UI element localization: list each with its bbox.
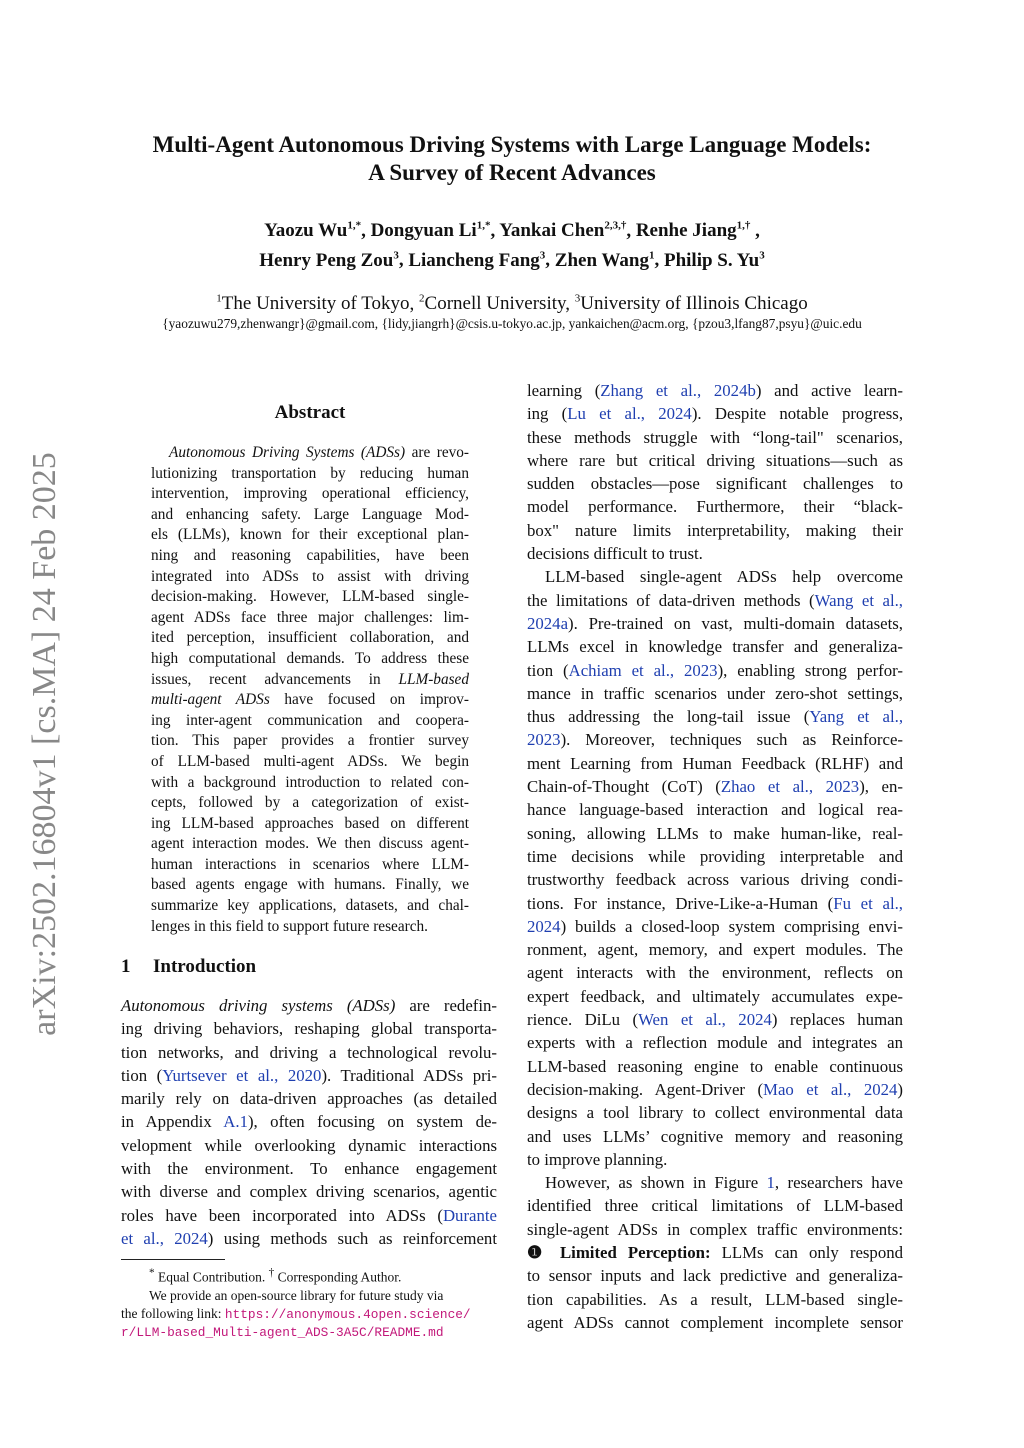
text: ing inter-agent communication and coopera- [151, 711, 469, 729]
paragraph [151, 443, 469, 937]
abstract-heading: Abstract [274, 402, 346, 423]
text-line [527, 728, 903, 751]
text: roles have been incorporated into ADSs ( [121, 1205, 443, 1225]
text-line [527, 961, 903, 984]
text: to sensor inputs and lack predictive and generaliza- [527, 1266, 903, 1286]
text-line [527, 705, 903, 728]
author-affiliation-mark: 1,* [476, 220, 491, 232]
text: high computational demands. To address these [151, 649, 469, 667]
text-line [151, 752, 469, 773]
text-line [527, 1031, 903, 1054]
citation-link[interactable]: Yang et al., [809, 707, 904, 727]
footnote-text: Corresponding Author. [277, 1269, 402, 1285]
text: where rare but critical driving situations—such as [527, 450, 903, 470]
author [555, 250, 655, 271]
citation-link[interactable]: Zhang et al., 2024b [600, 381, 756, 400]
footnote-text: the following link: [121, 1305, 225, 1321]
text: LLMs can only respond [710, 1242, 903, 1262]
text: box" nature limits interpretability, making their [527, 520, 903, 540]
section-title: Introduction [153, 956, 257, 977]
text: ing driving behaviors, reshaping global transporta- [121, 1019, 497, 1039]
text: identified three critical limitations of LLM-based [527, 1196, 903, 1216]
text: lenges in this field to support future research. [151, 917, 428, 935]
title-line: Multi-Agent Autonomous Driving Systems with Large Language Models: [152, 132, 872, 157]
text-line [121, 1041, 497, 1064]
text: velopment while overlooking dynamic interactions [121, 1135, 497, 1155]
text-line [527, 868, 903, 891]
text: ronment, agent, memory, and expert modules. The [527, 940, 903, 960]
footnote [121, 1264, 499, 1342]
text-line [527, 379, 903, 402]
introduction-body [121, 994, 497, 1250]
text: model performance. Furthermore, their “black- [527, 497, 903, 517]
text: ) [897, 1079, 903, 1099]
text: these methods struggle with “long-tail" scenarios, [527, 427, 903, 447]
text: soning, allowing LLMs to make human-like, real- [527, 823, 903, 843]
text: lutionizing transportation by reducing human [151, 464, 469, 482]
text: tion ( [527, 660, 569, 680]
text-line [527, 449, 903, 472]
citation-link[interactable]: Lu et al., 2024 [567, 404, 692, 424]
text: thus addressing the long-tail issue ( [527, 707, 810, 727]
text: ) replaces human [771, 1010, 903, 1030]
citation-link[interactable]: Wang et al., [814, 590, 903, 610]
citation-link[interactable]: A.1 [223, 1112, 248, 1132]
text: with a background introduction to related con- [151, 773, 469, 791]
citation-link[interactable]: 2024 [527, 916, 561, 936]
text: sudden obstacles—pose significant challenges to [527, 474, 903, 494]
text: time decisions while providing interpretable and [527, 846, 903, 866]
text: experts with a reflection module and integrates an [527, 1033, 903, 1053]
text-line [151, 464, 469, 485]
footnote-rule [121, 1259, 225, 1260]
author-affiliation-mark: 1,† [736, 220, 751, 232]
text-line [527, 542, 903, 565]
text: trustworthy feedback across various driving condi- [527, 870, 903, 890]
text-line [527, 1241, 903, 1264]
author [499, 220, 626, 241]
text-line [121, 1064, 497, 1087]
text: summarize key applications, datasets, and chal- [151, 897, 469, 915]
author [408, 250, 545, 271]
text-line [527, 1288, 903, 1311]
text: of LLM-based multi-agent ADSs. We begin [151, 752, 469, 770]
text-line [151, 608, 469, 629]
text: Chain-of-Thought (CoT) ( [527, 777, 721, 797]
text: tion capabilities. As a result, LLM-based single- [527, 1289, 903, 1309]
footnote-dagger: † [268, 1267, 275, 1279]
affiliation [216, 293, 409, 314]
text: tion networks, and driving a technological revolu- [121, 1042, 497, 1062]
citation-link[interactable]: 1 [766, 1173, 775, 1193]
text: ). Pre-trained on vast, multi-domain datasets, [568, 613, 903, 633]
text-line [151, 875, 469, 896]
text-line [527, 985, 903, 1008]
text: LLM-based reasoning engine to enable continuous [527, 1056, 903, 1076]
author-name: Yankai Chen [499, 220, 605, 242]
text: intervention, improving operational efficiency, [151, 485, 469, 503]
affiliation-mark: 2 [419, 293, 425, 305]
italic-text: LLM-based [398, 670, 469, 688]
text-line [527, 426, 903, 449]
affiliation [575, 293, 808, 314]
text-line [151, 834, 469, 855]
text-line [527, 519, 903, 542]
text: ). Despite notable progress, [691, 404, 904, 424]
affiliations: $^1$The University of Tokyo, $^2$Cornell University, $^3$University of Illinois Chicago [216, 293, 808, 315]
text-line [121, 1227, 497, 1250]
text: in Appendix [121, 1112, 224, 1132]
text: marily rely on data-driven approaches (as detailed [121, 1089, 497, 1109]
citation-link[interactable]: Mao et al., 2024 [763, 1079, 898, 1099]
affiliation-name: The University of Tokyo [221, 293, 410, 315]
citation-link[interactable]: Zhao et al., 2023 [720, 777, 860, 797]
text: with the environment. To enhance engagement [121, 1159, 497, 1179]
text-line [151, 628, 469, 649]
author-affiliation-mark: 1 [648, 249, 655, 262]
text: decision-making. Agent-Driver ( [527, 1079, 764, 1099]
text: els (LLMs), known for their exceptional plan- [151, 526, 469, 544]
text: hance language-based interaction and logical rea- [527, 800, 903, 820]
text-line [121, 1157, 497, 1180]
text-line [527, 1171, 903, 1194]
author-affiliation-mark: 1,* [347, 220, 362, 232]
text-line [527, 682, 903, 705]
text: ) and active learn- [755, 381, 903, 400]
text: have focused on improv- [269, 691, 469, 709]
text-line [151, 731, 469, 752]
text-line [527, 612, 903, 635]
citation-link[interactable]: Durante [442, 1205, 497, 1225]
affiliation-name: University of Illinois Chicago [580, 293, 808, 315]
text: ing ( [527, 404, 568, 424]
text: decisions difficult to trust. [527, 544, 703, 564]
italic-text: Autonomous driving systems (ADSs) [121, 996, 396, 1015]
repository-link[interactable]: r/LLM-based_Multi-agent_ADS-3A5C/README.md [121, 1324, 444, 1340]
text-line [151, 814, 469, 835]
author [259, 250, 399, 271]
text-line [527, 1008, 903, 1031]
paper-title [0, 131, 1024, 187]
text-line [527, 1101, 903, 1124]
citation-link[interactable]: et al., 2024 [121, 1228, 208, 1248]
text-line [527, 1218, 903, 1241]
text: human interactions in scenarios where LLM- [151, 855, 469, 873]
text: , researchers have [774, 1173, 903, 1193]
footnote-contribution [121, 1264, 499, 1287]
text-line [527, 775, 903, 798]
text-line [527, 752, 903, 775]
text: ) builds a closed-loop system comprising envi- [560, 916, 903, 936]
text-line [151, 711, 469, 732]
author-name: Philip S. Yu [663, 249, 760, 271]
text: expert feedback, and ultimately accumulates expe- [527, 986, 903, 1006]
author-name: Henry Peng Zou [259, 249, 394, 271]
text-line [527, 1264, 903, 1287]
text-line [527, 402, 903, 425]
text: with diverse and complex driving scenarios, agentic [121, 1182, 497, 1202]
text: ), en- [859, 777, 903, 797]
text: rience. DiLu ( [527, 1010, 639, 1030]
text: are redefin- [395, 996, 497, 1015]
text-line [527, 659, 903, 682]
text-line [151, 443, 469, 464]
right-column-body [527, 379, 903, 1334]
bold-text: ❶ Limited Perception: [527, 1242, 711, 1262]
text-line [527, 938, 903, 961]
text-line [151, 690, 469, 711]
author-name: Dongyuan Li [370, 220, 477, 242]
text: LLMs excel in knowledge transfer and generaliza- [527, 637, 903, 657]
text: integrated into ADSs to assist with driving [151, 567, 469, 585]
section-number: 1 [121, 956, 131, 977]
text-line [527, 589, 903, 612]
citation-link[interactable]: Fu et al., [833, 893, 903, 913]
footnote-text: We provide an open-source library for future study via [149, 1287, 444, 1303]
text-line [121, 1110, 497, 1133]
text: are revo- [405, 444, 469, 461]
text-line [121, 1087, 497, 1110]
text-line [151, 505, 469, 526]
author [264, 220, 361, 241]
text-line [527, 472, 903, 495]
text: and enhancing safety. Large Language Mod- [151, 505, 469, 523]
text-line [527, 1148, 903, 1171]
text: and uses LLMs’ cognitive memory and reasoning [527, 1126, 903, 1146]
text-line [121, 1204, 497, 1227]
text-line [151, 896, 469, 917]
author [636, 220, 751, 241]
text-line [527, 565, 903, 588]
text-line [527, 892, 903, 915]
paragraph [527, 1171, 903, 1334]
text-line [121, 994, 497, 1017]
affiliation-mark: 1 [216, 293, 222, 305]
text: agent interacts with the environment, reflects on [527, 963, 903, 983]
text-line [527, 495, 903, 518]
text: ). Moreover, techniques such as Reinforce- [560, 730, 903, 750]
text-line [151, 525, 469, 546]
text: LLM-based single-agent ADSs help overcome [545, 567, 903, 587]
author-name: Yaozu Wu [264, 220, 348, 242]
text: based agents engage with humans. Finally, we [151, 876, 469, 894]
text: However, as shown in Figure [545, 1173, 767, 1193]
text-line [121, 1134, 497, 1157]
citation-link[interactable]: 2024a [527, 613, 569, 633]
text: cepts, followed by a categorization of exist- [151, 794, 469, 812]
author-name: Liancheng Fang [408, 249, 540, 271]
text: ), often focusing on system de- [247, 1112, 497, 1132]
title-line: A Survey of Recent Advances [368, 160, 656, 185]
italic-text: Autonomous Driving Systems (ADSs) [169, 444, 406, 461]
author-list: Yaozu $Wu^{1,*}$, Dongyuan $Li^{1,*}$, Yankai Chen$^{2,3,\dagger}$, Renhe Jiang$^{1,\dagger}$ , Henry Peng Zou$^3$, Liancheng Fang$^3$, Zhen Wang$^1$, Philip S. Yu$^3$ [259, 220, 765, 271]
text-line [527, 1078, 903, 1101]
text-line [527, 915, 903, 938]
text: designs a tool library to collect environmental data [527, 1103, 903, 1123]
italic-text: multi-agent ADSs [151, 691, 270, 709]
author-emails: {yaozuwu279,zhenwangr}@gmail.com, {lidy,jiangrh}@csis.u-tokyo.ac.jp, yankaichen@acm.org, {pzou3,lfang87,psyu}@uic.edu [162, 316, 862, 331]
text: ), enabling strong perfor- [717, 660, 903, 680]
text: tion. This paper provides a frontier survey [151, 732, 469, 750]
author-affiliation-mark: 3 [539, 249, 546, 262]
text-line [151, 793, 469, 814]
text-line [527, 845, 903, 868]
text-line [151, 649, 469, 670]
text: ning and reasoning capabilities, have been [151, 546, 469, 564]
author-name: Zhen Wang [554, 249, 649, 271]
text: to improve planning. [527, 1149, 668, 1169]
paragraph [121, 994, 497, 1250]
text-line [151, 917, 469, 938]
text: learning ( [527, 381, 601, 400]
author [664, 250, 765, 271]
text: ited perception, insufficient collaboration, and [151, 629, 469, 647]
text: tion ( [121, 1065, 163, 1085]
text-line [527, 1311, 903, 1334]
text-line [527, 822, 903, 845]
citation-link[interactable]: 2023 [527, 730, 561, 750]
section-heading-introduction [121, 956, 256, 978]
text: ). Traditional ADSs pri- [321, 1065, 498, 1085]
text-line [151, 587, 469, 608]
author-affiliation-mark: 3 [759, 249, 765, 262]
text: decision-making. However, LLM-based single- [151, 588, 469, 606]
text-line [121, 1180, 497, 1203]
text: agent interaction modes. We then discuss agent- [151, 835, 469, 853]
text-line [121, 1017, 497, 1040]
author-affiliation-mark: 3 [393, 249, 399, 262]
text: ing LLM-based approaches based on different [151, 814, 469, 832]
text-line [151, 855, 469, 876]
author-name: Renhe Jiang [635, 220, 737, 242]
abstract-body [151, 443, 469, 937]
text-line [527, 1125, 903, 1148]
text-line [527, 1194, 903, 1217]
text: issues, recent advancements in [151, 670, 399, 688]
footnote-link-line [121, 1305, 499, 1324]
text: tions. For instance, Drive-Like-a-Human ( [527, 893, 834, 913]
text-line [527, 798, 903, 821]
text-line [151, 484, 469, 505]
affiliation-name: Cornell University [424, 293, 566, 315]
text: agent ADSs face three major challenges: lim- [151, 608, 469, 626]
text-line [151, 670, 469, 691]
text: the limitations of data-driven methods ( [527, 590, 815, 610]
paragraph [527, 379, 903, 565]
text: agent ADSs cannot complement incomplete sensor [527, 1312, 903, 1332]
text-line [527, 1055, 903, 1078]
repository-link[interactable]: https://anonymous.4open.science/ [224, 1306, 471, 1322]
text: mance in traffic scenarios under zero-shot settings, [527, 683, 903, 703]
author [371, 220, 491, 241]
citation-link[interactable]: Achiam et al., 2023 [568, 660, 718, 680]
text: ) using methods such as reinforcement [207, 1228, 497, 1248]
text: single-agent ADSs in complex traffic environments: [527, 1219, 903, 1239]
affiliation-mark: 3 [574, 293, 581, 305]
affiliation [419, 293, 565, 314]
text-line [527, 635, 903, 658]
text-line [151, 567, 469, 588]
footnote-text: Equal Contribution. [158, 1269, 266, 1285]
text-line [151, 773, 469, 794]
citation-link[interactable]: Wen et al., 2024 [638, 1010, 772, 1030]
paragraph [527, 565, 903, 1171]
author-affiliation-mark: 2,3,† [604, 220, 627, 232]
text-line [151, 546, 469, 567]
arxiv-identifier-stamp: arXiv:2502.16804v1 [cs.MA] 24 Feb 2025 [26, 452, 63, 1036]
text: ment Learning from Human Feedback (RLHF) and [527, 753, 903, 773]
citation-link[interactable]: Yurtsever et al., 2020 [162, 1065, 322, 1085]
footnote-star: * [149, 1267, 155, 1279]
